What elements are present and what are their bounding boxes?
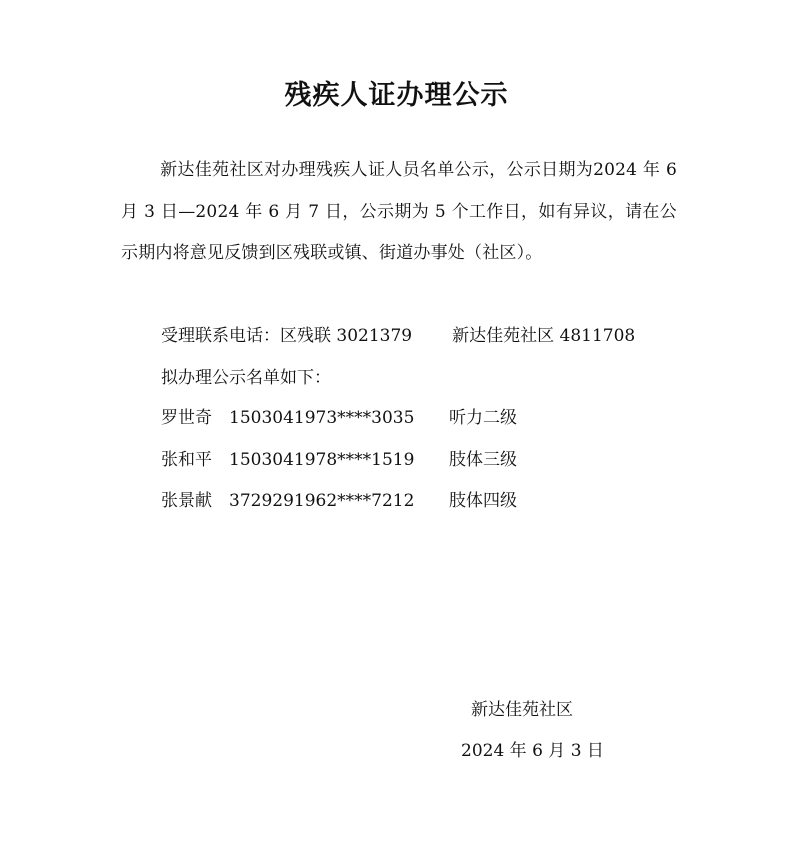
people-list xyxy=(161,400,517,525)
signature-org: 新达佳苑社区 xyxy=(471,700,573,720)
notice-paragraph: 新达佳苑社区对办理残疾人证人员名单公示，公示日期为2024 年 6 月 3 日—2024 年 6 月 7 日，公示期为 5 个工作日，如有异议，请在公示期内将意见反馈到区残联或镇、街道办事处（社区）。 xyxy=(121,160,677,263)
page-title: 残疾人证办理公示 xyxy=(284,80,509,111)
list-item xyxy=(161,400,517,442)
disability-level: 肢体四级 xyxy=(449,491,517,511)
disability-level: 肢体三级 xyxy=(449,449,517,470)
person-name: 罗世奇 xyxy=(161,408,212,428)
person-id: 1503041973****3035 xyxy=(229,408,415,428)
contact-phone-district: 受理联系电话：区残联 3021379 xyxy=(161,326,413,346)
list-item xyxy=(161,483,517,525)
person-id: 1503041978****1519 xyxy=(229,449,415,470)
person-name: 张和平 xyxy=(161,449,212,470)
person-name: 张景献 xyxy=(161,491,212,511)
contact-line xyxy=(161,318,635,354)
person-id: 3729291962****7212 xyxy=(229,491,415,511)
signature-date: 2024 年 6 月 3 日 xyxy=(461,741,604,761)
list-intro: 拟办理公示名单如下： xyxy=(161,368,331,388)
contact-phone-community: 新达佳苑社区 4811708 xyxy=(452,326,636,346)
disability-level: 听力二级 xyxy=(449,408,517,428)
list-item xyxy=(161,442,517,484)
notice-body xyxy=(121,150,677,275)
